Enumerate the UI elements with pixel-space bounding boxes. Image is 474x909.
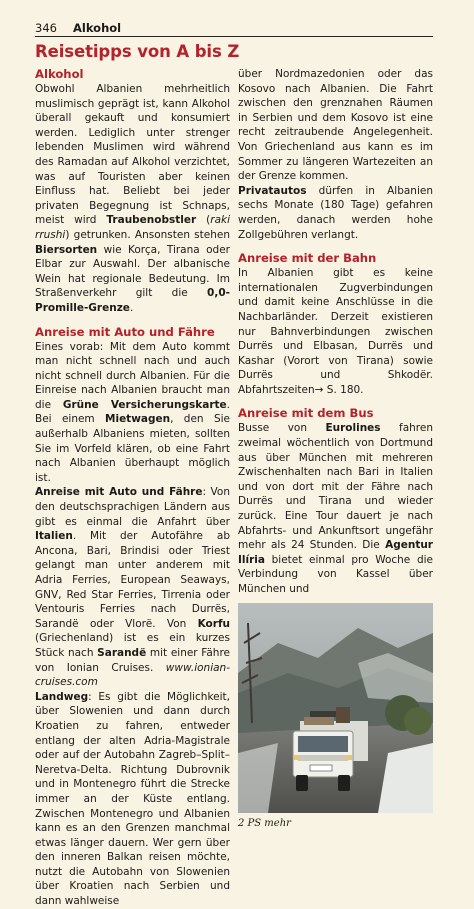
paragraph-bus: Busse von Eurolines fahren zweimal wöchentlich von Dortmund aus über München mit mehreren Zwischenhalten nach Bari in Italien und von dort mit der Fähre nach Durrës und Tirana und wieder zurück. Eine Tour dauert je nach Abfahrts- und Ankunftsort ungefähr mehr als 24 Stunden. Die Agentur Ilíria bietet einmal pro Woche die Verbindung von Kassel über München und [238,422,434,595]
running-head-title: Alkohol [73,21,122,35]
paragraph-alkohol: Obwohl Albanien mehrheitlich muslimisch geprägt ist, kann Alkohol überall gekauft und konsumiert werden. Lediglich unter strenger lebenden Muslimen wird während des Ramadan auf Alkohol verzichtet, was auf Touristen aber keinen Einfluss hat. Beliebt bei jeder privaten Begegnung ist Schnaps, meist wird Traubenobstler (raki rrushi) getrunken. Ansonsten stehen Biersorten wie Korça, Tirana oder Elbar zur Auswahl. Der albanische Wein hat regionale Bedeutung. Im Straßenverkehr gilt die 0,0-Promille-Grenze. [35,83,230,314]
paragraph-landweg: Landweg: Es gibt die Möglichkeit, über Slowenien und dann durch Kroatien zu fahren, entweder entlang der alten Adria-Magistrale oder auf der Autobahn Zagreb–Split–Neretva-Delta. Richtung Dubrovnik und in Montenegro führt die Strecke immer an der Küste entlang. Zwischen Montenegro und Albanien kann es an den Grenzen manchmal etwas länger dauern. Wer gern über den inneren Balkan reisen möchte, nutzt die Autobahn von Slowenien über Kroatien nach Serbien und dann wahlweise [35,690,230,908]
paragraph-auto-faehre: Anreise mit Auto und Fähre: Von den deutschsprachigen Ländern aus gibt es einmal die Anfahrt über Italien. Mit der Autofähre ab Ancona, Bari, Brindisi oder Triest gelangt man unter anderem mit Adria Ferries, European Seaways, GNV, Red Star Ferries, Tirrenia oder Ventouris Ferries nach Durrës, Sarandë oder Vlorë. Von Korfu (Griechenland) ist es ein kurzes Stück nach Sarandë mit einer Fähre von Ionian Cruises. www.ionian-cruises.com [35,486,231,689]
chapter-title: Reisetipps von A bis Z [35,42,240,61]
left-column [35,67,230,909]
right-column [238,67,433,831]
photo-caption: 2 PS mehr [238,817,291,829]
heading-auto-faehre: Anreise mit Auto und Fähre [35,324,215,339]
paragraph-bahn: In Albanien gibt es keine internationalen Zugverbindungen und damit keine Anschlüsse in die Nachbarländer. Derzeit existieren nur Bahnverbindungen zwischen Durrës und Elbasan, Durrës und Kashar (Vorort von Tirana) sowie Durrës und Shkodër. Abfahrtszeiten→ S. 180. [238,267,433,396]
paragraph-landweg-cont: über Nordmazedonien oder das Kosovo nach Albanien. Die Fahrt zwischen den grenznahen Räumen in Serbien und dem Kosovo ist eine recht zeitraubende Angelegenheit. Von Griechenland aus kann es im Sommer zu längeren Wartezeiten an der Grenze kommen. [238,68,433,183]
heading-bahn: Anreise mit der Bahn [238,251,377,266]
ionian-cruises-link: www.ionian-cruises.com [35,661,230,689]
heading-bus: Anreise mit dem Bus [238,406,374,421]
page-number: 346 [35,21,57,35]
truck-photo-illustration [238,603,433,813]
paragraph-privatautos: Privatautos dürfen in Albanien sechs Monate (180 Tage) gefahren werden, danach werden hohe Zollgebühren verlangt. [238,184,433,241]
heading-alkohol: Alkohol [35,67,84,81]
paragraph-auto-intro: Eines vorab: Mit dem Auto kommt man nicht schnell nach und auch nicht schnell durch Albanien. Für die Einreise nach Albanien braucht man die Grüne Versicherungskarte. Bei einem Mietwagen, den Sie außerhalb Albaniens mieten, sollten Sie im Vorfeld klären, ob eine Fahrt nach Albanien überhaupt möglich ist. [35,340,230,484]
running-header [35,20,433,37]
photo-truck-road [238,603,433,813]
